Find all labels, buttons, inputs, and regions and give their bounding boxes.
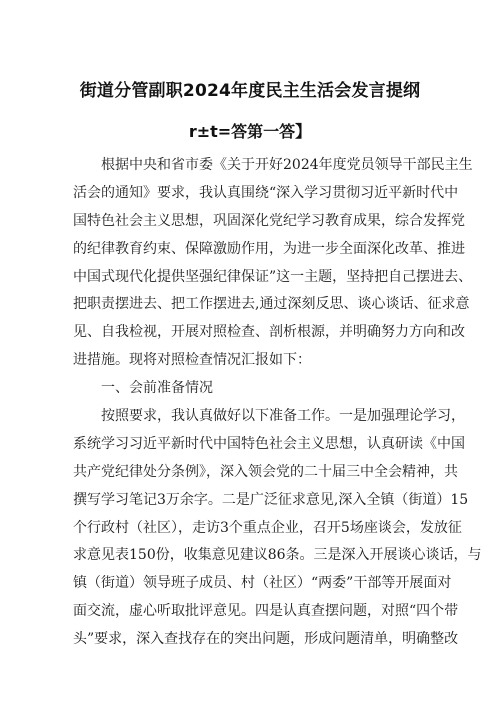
paragraph-line: 撰写学习笔记3万余字。二是广泛征求意见,深入全镇（街道）15 — [73, 491, 469, 508]
paragraph-line: 镇（街道）领导班子成员、村（社区）“两委”干部等开展面对 — [73, 575, 452, 592]
document-subtitle: r±t=答第一答】 — [188, 122, 312, 141]
paragraph-line: 见、自我检视，开展对照检查、剖析根源，并明确努力方向和改 — [73, 324, 465, 341]
paragraph-line: 中国式现代化提供坚强纪律保证”这一主题，坚持把自己摆进去、 — [73, 268, 473, 285]
paragraph-line: 活会的通知》要求，我认真围绕“深入学习贯彻习近平新时代中 — [73, 184, 459, 201]
section-heading: 一、会前准备情况 — [101, 380, 213, 397]
paragraph-line: 面交流，虚心听取批评意见。四是认真查摆问题，对照“四个带 — [73, 603, 459, 620]
paragraph-line: 共产党纪律处分条例》，深入领会党的二十届三中全会精神，共 — [73, 463, 458, 480]
document-body — [73, 152, 482, 654]
paragraph-line: 把职责摆进去、把工作摆进去,通过深刻反思、谈心谈话、征求意 — [73, 296, 470, 313]
paragraph-line: 的纪律教育约束、保障激励作用，为进一步全面深化改革、推进 — [73, 240, 465, 257]
paragraph-line: 系统学习习近平新时代中国特色社会主义思想，认真研读《中国 — [73, 435, 465, 452]
paragraph-line: 个行政村（社区），走访3个重点企业，召开5场座谈会，发放征 — [73, 519, 462, 536]
paragraph-line: 求意见表150份，收集意见建议86条。三是深入开展谈心谈话，与 — [73, 547, 482, 564]
paragraph-line: 按照要求，我认真做好以下准备工作。一是加强理论学习， — [101, 408, 465, 425]
paragraph-line: 头”要求，深入查找存在的突出问题，形成问题清单，明确整改 — [73, 631, 459, 648]
paragraph-line: 国特色社会主义思想，巩固深化党纪学习教育成果，综合发挥党 — [73, 212, 465, 229]
paragraph-line: 进措施。现将对照检查情况汇报如下： — [73, 352, 311, 369]
document-title: 街道分管副职2024年度民主生活会发言提纲 — [79, 81, 421, 101]
paragraph-line: 根据中央和省市委《关于开好2024年度党员领导干部民主生 — [101, 157, 473, 173]
